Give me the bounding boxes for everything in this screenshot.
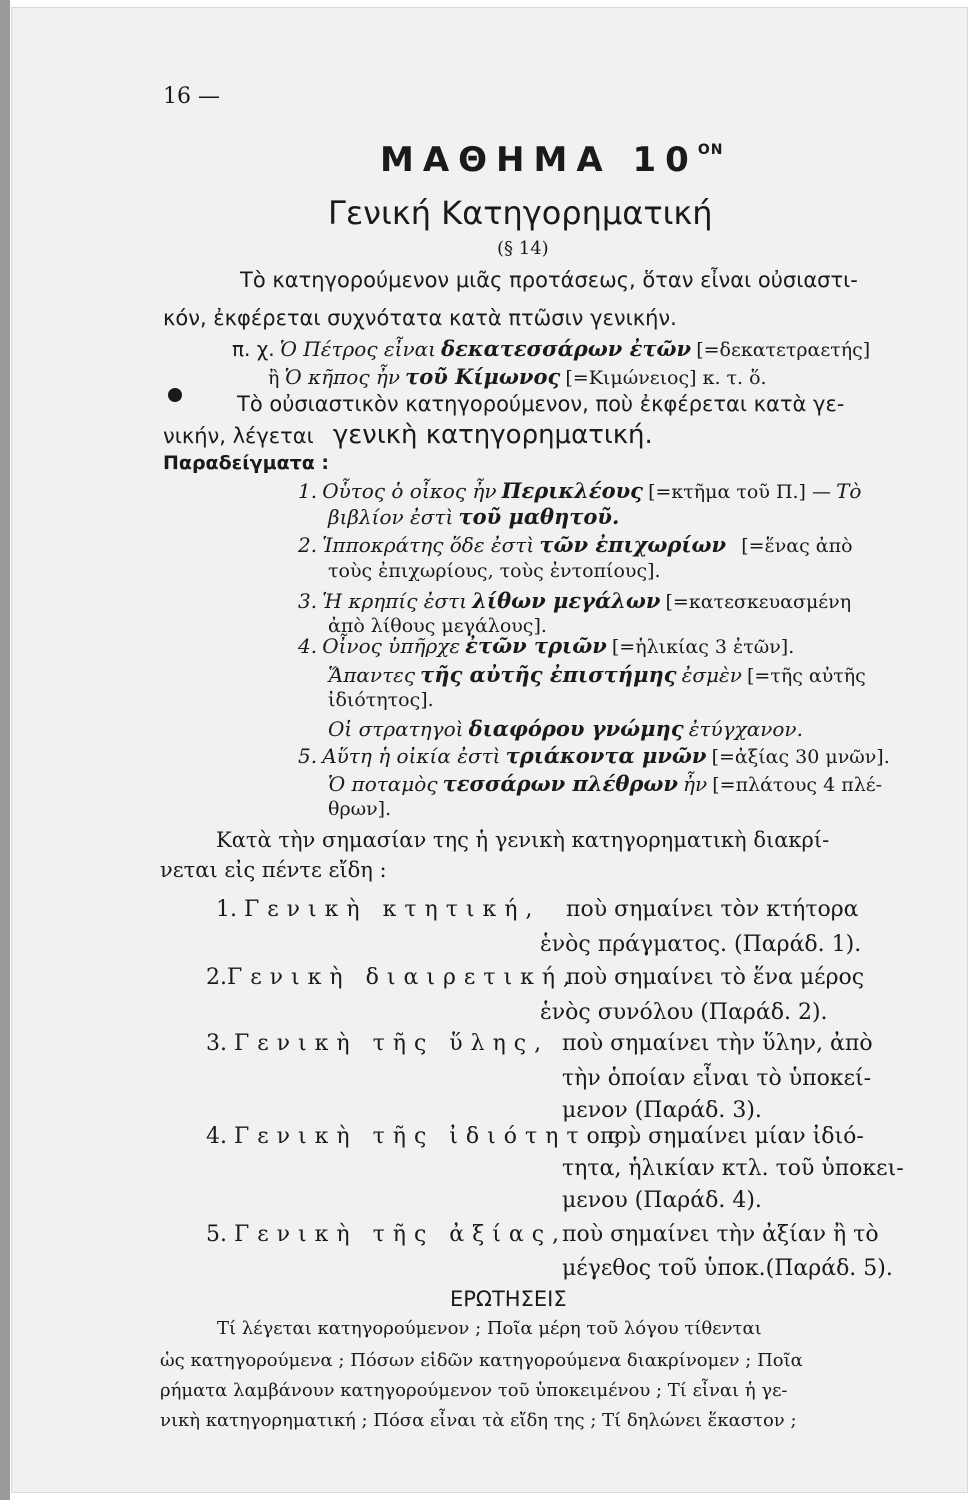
example-4b-cont: ἰδιότητος].: [328, 689, 434, 711]
questions-title: ΕΡΩΤΗΣΕΙΣ: [450, 1287, 567, 1311]
kind-1: 1. Γενικὴ κτητική,: [216, 897, 541, 922]
rule-line: Τὸ οὐσιαστικὸν κατηγορούμενον, ποὺ ἐκφέρεται κατὰ γε-: [237, 392, 845, 416]
example-1: 1. Οὗτος ὁ οἶκος ἦν Περικλέους [=κτῆμα τοῦ Π.] — Τὸ: [298, 478, 862, 503]
kind-2: 2.Γενικὴ διαιρετική,: [206, 965, 578, 990]
kind-3-desc: ποὺ σημαίνει τὴν ὕλην, ἀπὸ: [562, 1031, 873, 1056]
example-1-cont: βιβλίον ἐστὶ τοῦ μαθητοῦ.: [328, 504, 620, 529]
rule-line-2: νικήν, λέγεται γενικὴ κατηγορηματική.: [163, 420, 653, 450]
intro-line: Τὸ κατηγορούμενον μιᾶς προτάσεως, ὅταν εἶναι οὐσιαστι-: [240, 268, 858, 292]
example-5b: Ὁ ποταμὸς τεσσάρων πλέθρων ἦν [=πλάτους 4 πλέ-: [328, 771, 883, 796]
example-2-cont: τοὺς ἐπιχωρίους, τοὺς ἐντοπίους].: [328, 560, 661, 582]
question-line: ὡς κατηγορούμενα ; Πόσων εἰδῶν κατηγορούμενα διακρίνομεν ; Ποῖα: [160, 1350, 803, 1371]
examples-label: Παραδείγματα :: [163, 452, 330, 474]
kind-4-desc: μενου (Παράδ. 4).: [562, 1188, 762, 1213]
kind-1-desc: ἑνὸς πράγματος. (Παράδ. 1).: [540, 932, 862, 957]
lesson-title-word: ΜΑΘΗΜΑ: [380, 140, 612, 180]
page-edge: [0, 0, 10, 1500]
kinds-intro-line: νεται εἰς πέντε εἴδη :: [160, 858, 387, 882]
lesson-number-suffix: ΟΝ: [697, 142, 724, 158]
example-intro-line-1: π. χ. Ὁ Πέτρος εἶναι δεκατεσσάρων ἐτῶν [=δεκατετραετής]: [232, 336, 871, 361]
kind-5-desc: μέγεθος τοῦ ὑποκ.(Παράδ. 5).: [562, 1256, 893, 1281]
kind-3-desc: τὴν ὁποίαν εἶναι τὸ ὑποκεί-: [562, 1066, 872, 1091]
kind-4-desc: ποὺ σημαίνει μίαν ἰδιό-: [600, 1124, 864, 1149]
example-3: 3. Ἡ κρηπίς ἐστι λίθων μεγάλων [=κατεσκευασμένη: [298, 588, 852, 613]
kind-3: 3. Γενικὴ τῆς ὕλης,: [206, 1031, 550, 1056]
example-4: 4. Οἶνος ὑπῆρχε ἐτῶν τριῶν [=ἡλικίας 3 ἐτῶν].: [298, 633, 795, 658]
example-4c: Οἱ στρατηγοὶ διαφόρου γνώμης ἐτύγχανον.: [328, 716, 803, 741]
bullet-icon: [168, 388, 182, 402]
example-5b-cont: θρων].: [328, 798, 392, 820]
example-intro-line-2: ἢ Ὁ κῆπος ἦν τοῦ Κίμωνος [=Κιμώνειος] κ. τ. ὅ.: [268, 364, 767, 389]
kind-3-desc: μενον (Παράδ. 3).: [562, 1098, 762, 1123]
kinds-intro-line: Κατὰ τὴν σημασίαν της ἡ γενικὴ κατηγορηματικὴ διακρί-: [216, 828, 830, 852]
example-3-cont: ἀπὸ λίθους μεγάλους].: [328, 615, 547, 637]
kind-2-desc: ἑνὸς συνόλου (Παράδ. 2).: [540, 1000, 828, 1025]
kind-4-desc: τητα, ἡλικίαν κτλ. τοῦ ὑποκει-: [562, 1156, 904, 1181]
kind-2-desc: ποὺ σημαίνει τὸ ἕνα μέρος: [566, 965, 865, 990]
kind-1-desc: ποὺ σημαίνει τὸν κτήτορα: [566, 897, 859, 922]
example-5: 5. Αὕτη ἡ οἰκία ἐστὶ τριάκοντα μνῶν [=ἀξίας 30 μνῶν].: [298, 743, 890, 768]
section-ref: (§ 14): [497, 238, 549, 259]
kind-4: 4. Γενικὴ τῆς ἰδιότητος,: [206, 1124, 644, 1149]
kind-5: 5. Γενικὴ τῆς ἀξίας,: [206, 1222, 568, 1247]
intro-line: κόν, ἐκφέρεται συχνότατα κατὰ πτῶσιν γενικήν.: [163, 306, 677, 330]
question-line: ρήματα λαμβάνουν κατηγορούμενον τοῦ ὑποκειμένου ; Τί εἶναι ἡ γε-: [160, 1380, 788, 1401]
kind-5-desc: ποὺ σημαίνει τὴν ἀξίαν ἢ τὸ: [562, 1222, 879, 1247]
example-2: 2. Ἱπποκράτης ὅδε ἐστὶ τῶν ἐπιχωρίων [=ἕνας ἀπὸ: [298, 532, 853, 557]
question-line: Τί λέγεται κατηγορούμενον ; Ποῖα μέρη τοῦ λόγου τίθενται: [217, 1318, 762, 1339]
example-4b: Ἅπαντες τῆς αὐτῆς ἐπιστήμης ἐσμὲν [=τῆς αὐτῆς: [328, 662, 866, 687]
lesson-number: 10: [632, 140, 698, 180]
question-line: νικὴ κατηγορηματική ; Πόσα εἶναι τὰ εἴδη της ; Τί δηλώνει ἕκαστον ;: [160, 1410, 797, 1431]
lesson-title: [380, 140, 723, 180]
lesson-subtitle: Γενική Κατηγορηματική: [328, 194, 713, 232]
page-number: 16 —: [163, 84, 220, 109]
